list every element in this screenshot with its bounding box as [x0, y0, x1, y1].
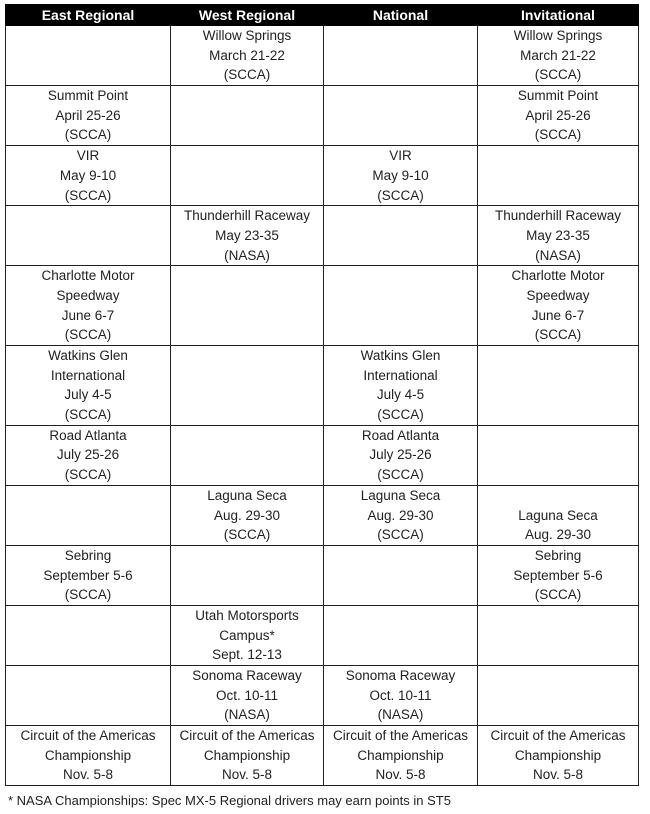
event-line: Laguna Seca — [207, 487, 287, 503]
event-cell — [171, 146, 324, 206]
event-cell — [324, 545, 478, 605]
event-line: July 4-5 — [64, 387, 112, 403]
event-line: July 25-26 — [369, 447, 432, 463]
event-line: Championship — [44, 747, 132, 763]
event-cell — [171, 26, 324, 86]
table-row — [6, 146, 639, 206]
event-line: Thunderhill Raceway — [183, 208, 311, 224]
event-line: Oct. 10-11 — [215, 687, 279, 703]
event-cell — [171, 485, 324, 545]
event-line — [478, 486, 638, 506]
event-line: VIR — [76, 148, 100, 164]
event-line: (SCCA) — [377, 407, 424, 423]
event-line: (SCCA) — [64, 127, 112, 143]
event-line: (SCCA) — [223, 67, 271, 83]
event-cell — [324, 726, 478, 786]
event-line: Sonoma Raceway — [192, 668, 302, 683]
event-cell — [171, 86, 324, 146]
event-line: Utah Motorsports — [195, 607, 299, 623]
event-cell — [324, 605, 478, 665]
header-west-regional: West Regional — [171, 5, 324, 26]
event-cell — [171, 726, 324, 786]
header-row — [6, 5, 639, 26]
event-line: VIR — [389, 148, 412, 164]
event-line: May 9-10 — [59, 167, 117, 183]
table-row — [6, 605, 639, 665]
event-line: (SCCA) — [534, 127, 582, 143]
event-line: (NASA) — [535, 247, 581, 263]
event-line: Speedway — [526, 287, 590, 303]
race-schedule-table — [5, 4, 639, 786]
event-line: Watkins Glen — [360, 348, 441, 363]
event-cell — [324, 425, 478, 485]
event-cell — [478, 726, 639, 786]
event-line: Laguna Seca — [518, 507, 598, 523]
event-line: (SCCA) — [223, 527, 271, 543]
table-row — [6, 666, 639, 726]
event-line: (NASA) — [377, 707, 424, 723]
event-line: Nov. 5-8 — [221, 767, 273, 783]
event-line: International — [363, 367, 438, 383]
event-line: Willow Springs — [513, 28, 603, 43]
event-cell — [171, 605, 324, 665]
event-cell — [6, 425, 171, 485]
event-line: Circuit of the Americas — [490, 728, 626, 744]
event-line: (SCCA) — [377, 187, 424, 203]
event-line: (SCCA) — [64, 327, 112, 343]
event-line: Sebring — [64, 547, 112, 563]
event-line: (NASA) — [224, 707, 270, 723]
event-cell — [171, 346, 324, 426]
event-cell — [478, 266, 639, 346]
header-national: National — [324, 5, 478, 26]
event-cell — [324, 206, 478, 266]
event-cell — [6, 146, 171, 206]
event-line: July 25-26 — [56, 447, 120, 463]
event-line: (SCCA) — [377, 527, 424, 543]
event-cell — [324, 346, 478, 426]
event-cell — [478, 545, 639, 605]
event-line: Speedway — [56, 287, 120, 303]
event-cell — [478, 206, 639, 266]
event-line: Sept. 12-13 — [212, 647, 282, 663]
table-row — [6, 545, 639, 605]
event-line: Road Atlanta — [361, 427, 440, 443]
event-line: Sonoma Raceway — [345, 668, 456, 683]
header-east-regional: East Regional — [6, 5, 171, 26]
event-line: Willow Springs — [202, 28, 292, 43]
event-cell — [171, 266, 324, 346]
event-line: Circuit of the Americas — [20, 728, 156, 744]
event-cell — [6, 726, 171, 786]
table-row — [6, 26, 639, 86]
event-cell — [6, 266, 171, 346]
event-cell — [478, 86, 639, 146]
event-line: September 5-6 — [43, 567, 133, 583]
event-cell — [171, 425, 324, 485]
footnote: * NASA Championships: Spec MX-5 Regional drivers may earn points in ST5 — [8, 793, 451, 808]
event-line: May 23-35 — [526, 227, 590, 243]
event-cell — [478, 485, 639, 545]
event-line: June 6-7 — [531, 307, 585, 323]
event-cell — [171, 666, 324, 726]
event-cell — [324, 26, 478, 86]
event-line: (SCCA) — [534, 67, 582, 83]
table-row — [6, 206, 639, 266]
event-line: Aug. 29-30 — [213, 507, 281, 523]
event-line: Summit Point — [517, 88, 599, 104]
event-line: Road Atlanta — [49, 427, 127, 443]
event-line: (SCCA) — [64, 587, 112, 603]
event-line: Nov. 5-8 — [532, 767, 584, 783]
event-line: Nov. 5-8 — [62, 767, 114, 783]
header-invitational: Invitational — [478, 5, 639, 26]
event-cell — [6, 666, 171, 726]
event-line: (SCCA) — [377, 467, 424, 483]
event-cell — [478, 26, 639, 86]
event-cell — [6, 86, 171, 146]
event-line: Charlotte Motor — [41, 268, 135, 284]
event-line: April 25-26 — [55, 107, 121, 123]
table-row — [6, 485, 639, 545]
event-line: (SCCA) — [64, 467, 112, 483]
event-cell — [324, 86, 478, 146]
event-cell — [6, 206, 171, 266]
event-line: April 25-26 — [525, 107, 591, 123]
event-line: Laguna Seca — [360, 487, 441, 503]
table-row — [6, 346, 639, 426]
event-cell — [6, 346, 171, 426]
event-cell — [324, 666, 478, 726]
event-cell — [478, 605, 639, 665]
event-line: (SCCA) — [64, 187, 112, 203]
event-line: Circuit of the Americas — [179, 728, 315, 744]
table-row — [6, 86, 639, 146]
table-row — [6, 726, 639, 786]
event-line: Championship — [357, 747, 444, 763]
event-line: March 21-22 — [209, 47, 285, 63]
event-cell — [6, 26, 171, 86]
event-cell — [478, 146, 639, 206]
event-line: Thunderhill Raceway — [494, 208, 622, 224]
event-line: International — [50, 367, 126, 383]
event-cell — [6, 545, 171, 605]
event-line: Watkins Glen — [48, 348, 128, 363]
event-line: (SCCA) — [64, 407, 112, 423]
event-line: Summit Point — [47, 88, 129, 104]
event-line: May 9-10 — [372, 167, 429, 183]
event-cell — [171, 206, 324, 266]
event-line: Championship — [514, 747, 602, 763]
event-cell — [171, 545, 324, 605]
table-row — [6, 425, 639, 485]
event-cell — [324, 146, 478, 206]
event-line: Campus* — [219, 627, 275, 643]
event-line: Aug. 29-30 — [524, 527, 592, 543]
event-cell — [478, 346, 639, 426]
event-line: (SCCA) — [534, 587, 582, 603]
event-line: (SCCA) — [534, 327, 582, 343]
event-line: Sebring — [534, 547, 582, 563]
event-line: Nov. 5-8 — [375, 767, 426, 783]
event-line: May 23-35 — [215, 227, 279, 243]
event-line: June 6-7 — [61, 307, 115, 323]
event-line: Circuit of the Americas — [332, 728, 469, 744]
event-line: March 21-22 — [520, 47, 596, 63]
event-line: July 4-5 — [376, 387, 425, 403]
event-line: (NASA) — [224, 247, 270, 263]
event-cell — [6, 605, 171, 665]
event-cell — [324, 266, 478, 346]
event-cell — [324, 485, 478, 545]
table-row — [6, 266, 639, 346]
event-line: Championship — [203, 747, 291, 763]
event-cell — [6, 485, 171, 545]
event-line: Aug. 29-30 — [367, 507, 434, 523]
event-line: September 5-6 — [513, 567, 603, 583]
event-line: Charlotte Motor — [511, 268, 605, 284]
event-line: Oct. 10-11 — [369, 687, 432, 703]
event-cell — [478, 425, 639, 485]
event-cell — [478, 666, 639, 726]
